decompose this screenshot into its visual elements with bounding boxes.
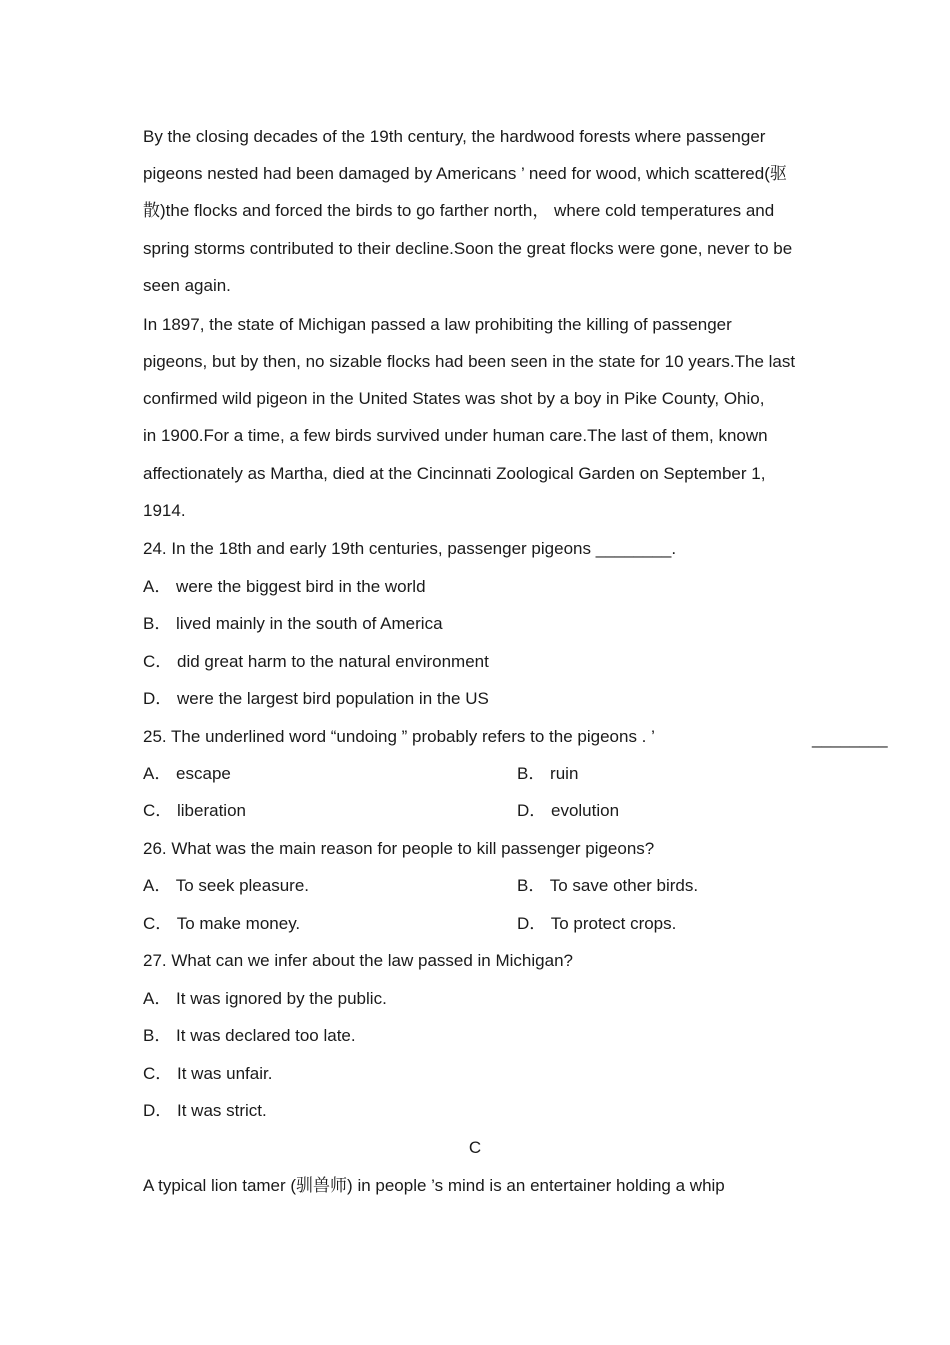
passage-line: affectionately as Martha, died at the Cincinnati Zoological Garden on September 1, (143, 464, 766, 483)
question-stem-26: 26. What was the main reason for people to kill passenger pigeons? (143, 839, 655, 858)
question-stem-27: 27. What can we infer about the law passed in Michigan? (143, 951, 573, 970)
question-25-option-a: A． escape (143, 764, 231, 783)
answer-blank-25: ________ (812, 729, 888, 748)
question-26-option-b: B． To save other birds. (517, 876, 699, 895)
question-27-option-c: C． It was unfair. (143, 1064, 273, 1083)
passage-line: In 1897, the state of Michigan passed a law prohibiting the killing of passenger (143, 315, 732, 334)
question-27-option-a: A． It was ignored by the public. (143, 989, 387, 1008)
question-stem-24: 24. In the 18th and early 19th centuries, passenger pigeons ________. (143, 539, 677, 558)
passage-line: pigeons, but by then, no sizable flocks had been seen in the state for 10 years.The last (143, 352, 796, 371)
question-stem-25: 25. The underlined word “undoing ” probably refers to the pigeons . ’ (143, 727, 655, 746)
next-passage-line: A typical lion tamer (驯兽师) in people ’s mind is an entertainer holding a whip (143, 1176, 725, 1195)
question-27-option-d: D． It was strict. (143, 1101, 267, 1120)
question-26-option-c: C． To make money. (143, 914, 301, 933)
question-25-option-b: B． ruin (517, 764, 579, 783)
passage-line: pigeons nested had been damaged by Americans ’ need for wood, which scattered(驱 (143, 164, 787, 183)
question-26-option-a: A． To seek pleasure. (143, 876, 309, 895)
passage-line: in 1900.For a time, a few birds survived under human care.The last of them, known (143, 426, 768, 445)
question-25-option-c: C． liberation (143, 801, 246, 820)
question-24-option-d: D． were the largest bird population in the US (143, 689, 489, 708)
question-27-option-b: B． It was declared too late. (143, 1026, 356, 1045)
question-24-option-c: C． did great harm to the natural environment (143, 652, 489, 671)
passage-line: seen again. (143, 276, 231, 295)
question-25-option-d: D． evolution (517, 801, 620, 820)
question-24-option-b: B． lived mainly in the south of America (143, 614, 443, 633)
passage-line: 散)the flocks and forced the birds to go farther north， where cold temperatures and (143, 201, 775, 220)
section-label: C (468, 1138, 482, 1157)
question-24-option-a: A． were the biggest bird in the world (143, 577, 426, 596)
question-26-option-d: D． To protect crops. (517, 914, 677, 933)
passage-line: 1914. (143, 501, 186, 520)
passage-line: spring storms contributed to their decline.Soon the great flocks were gone, never to be (143, 239, 793, 258)
passage-line: By the closing decades of the 19th century, the hardwood forests where passenger (143, 127, 766, 146)
passage-line: confirmed wild pigeon in the United States was shot by a boy in Pike County, Ohio, (143, 389, 765, 408)
